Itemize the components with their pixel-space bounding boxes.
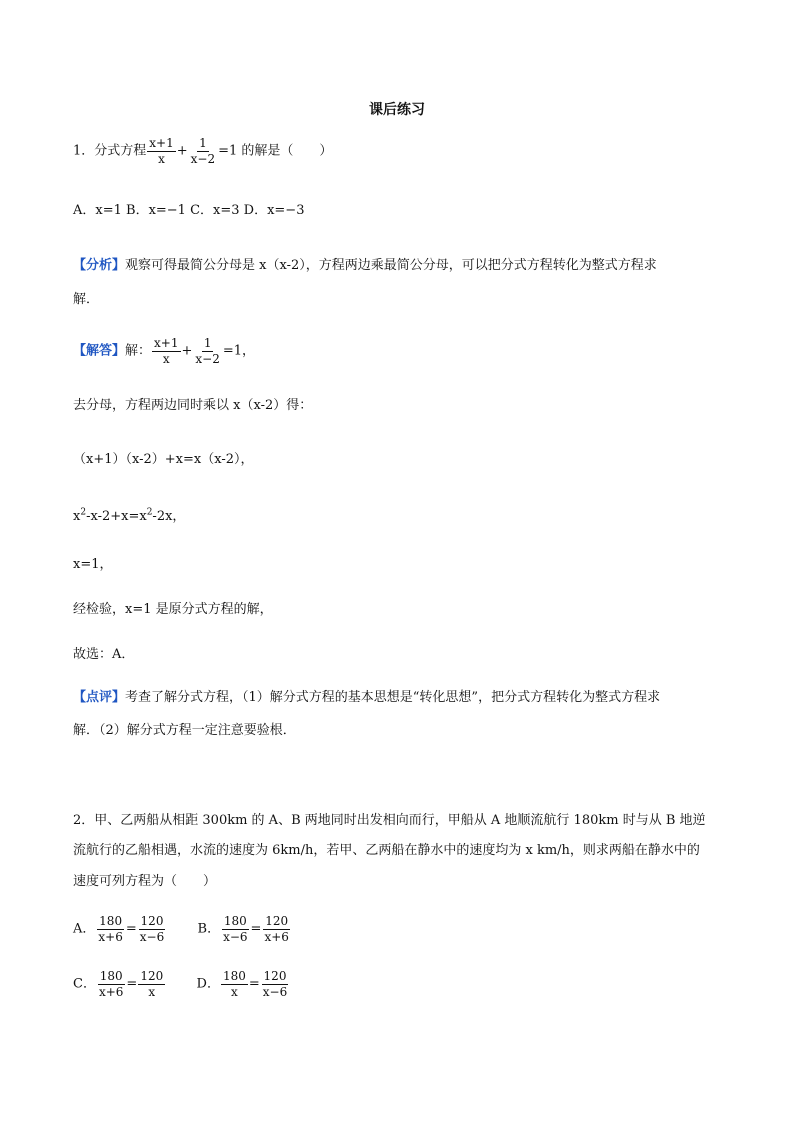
solution-step-5: 经检验，x=1 是原分式方程的解， bbox=[73, 602, 273, 617]
q2-line-2: 流航行的乙船相遇，水流的速度为 6km/h，若甲、乙两船在静水中的速度均为 x km/h，则求两船在静水中的 bbox=[73, 843, 700, 858]
analysis-tag: 【分析】 bbox=[73, 258, 126, 273]
page-title: 课后练习 bbox=[369, 102, 425, 118]
q1-options: A．x=1 B．x=−1 C．x=3 D．x=−3 bbox=[73, 203, 305, 218]
comment-line-2: 解．（2）解分式方程一定注意要验根． bbox=[73, 723, 296, 738]
q2-line-3: 速度可列方程为（ ） bbox=[73, 874, 217, 889]
solution-step-4: x=1， bbox=[73, 557, 113, 572]
solution-fraction-2: $\frac{1}{x-2}$ bbox=[195, 336, 220, 366]
solution-tag: 【解答】 bbox=[73, 343, 126, 359]
q2-options-row-2 bbox=[73, 969, 290, 1000]
q2-option-d: D． $\frac{180}{x}$ = $\frac{120}{x-6}$ bbox=[196, 969, 288, 999]
analysis-line-2: 解． bbox=[73, 292, 100, 307]
solution-step-2: （x+1）（x-2）+x=x（x-2）， bbox=[73, 452, 254, 467]
q1-suffix: =1 的解是（ ） bbox=[218, 143, 333, 159]
solution-equation: 【解答】解： $\frac{x+1}{x}$ + $\frac{1}{x-2}$ =1， bbox=[73, 336, 256, 366]
q1-fraction-2: $\frac{1}{x-2}$ bbox=[190, 136, 216, 166]
q2-option-b: B． $\frac{180}{x-6}$ = $\frac{120}{x+6}$ bbox=[197, 914, 289, 944]
comment-tag: 【点评】 bbox=[73, 690, 126, 705]
q2-option-a: A． $\frac{180}{x+6}$ = $\frac{120}{x-6}$ bbox=[73, 914, 165, 944]
q1-prefix: 1．分式方程 bbox=[73, 143, 147, 159]
q2-options-row-1 bbox=[73, 914, 292, 945]
analysis-line-1: 【分析】观察可得最简公分母是 x（x-2），方程两边乘最简公分母，可以把分式方程转化为整式方程求 bbox=[73, 258, 657, 273]
comment-line-1: 【点评】考查了解分式方程，（1）解分式方程的基本思想是“转化思想”，把分式方程转化为整式方程求 bbox=[73, 690, 661, 705]
q2-option-c: C． $\frac{180}{x+6}$ = $\frac{120}{x}$ bbox=[73, 969, 164, 999]
q1-fraction-1: $\frac{x+1}{x}$ bbox=[149, 136, 174, 166]
solution-step-3: $x^2-x-2+x=x^2-2x$， bbox=[73, 507, 186, 524]
solution-step-6: 故选：A． bbox=[73, 647, 135, 662]
solution-step-1: 去分母，方程两边同时乘以 x（x-2）得： bbox=[73, 398, 313, 413]
q2-line-1: 2．甲、乙两船从相距 300km 的 A、B 两地同时出发相向而行，甲船从 A 地顺流航行 180km 时与从 B 地逆 bbox=[73, 813, 706, 828]
question-1: 1．分式方程 $\frac{x+1}{x}$ + $\frac{1}{x-2}$ =1 的解是（ ） bbox=[73, 136, 333, 166]
solution-fraction-1: $\frac{x+1}{x}$ bbox=[154, 336, 179, 366]
